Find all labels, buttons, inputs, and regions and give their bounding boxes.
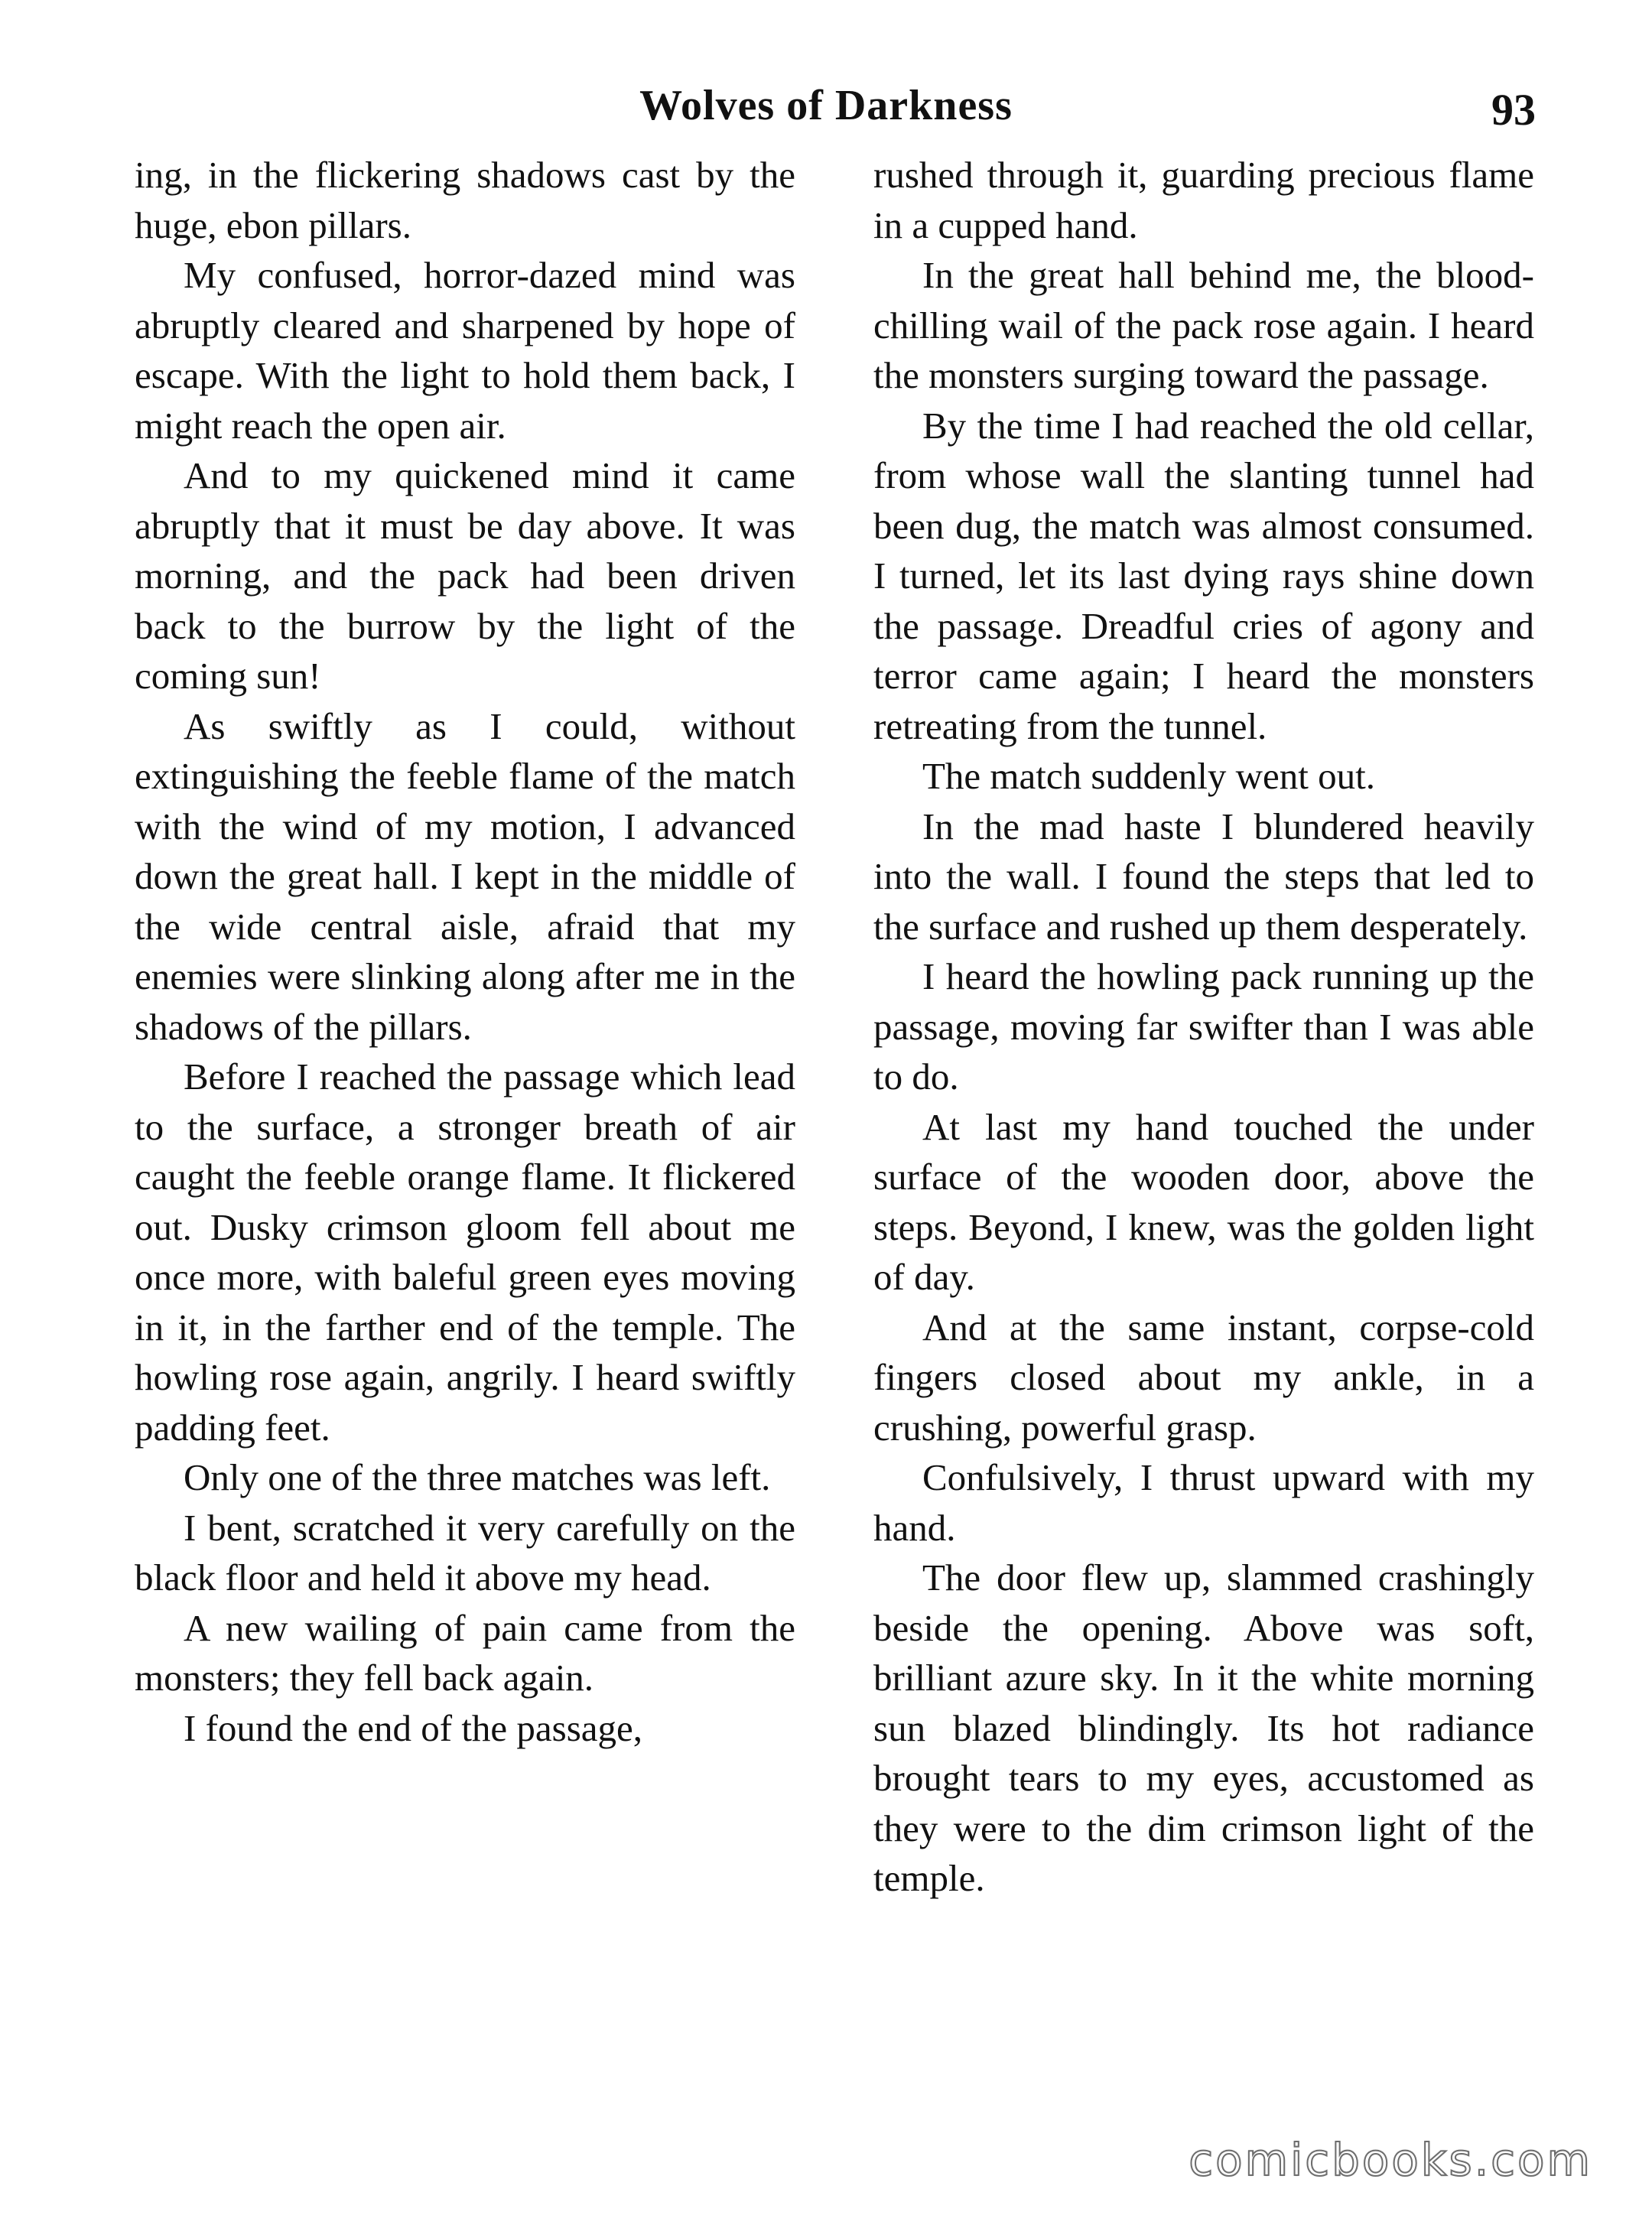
paragraph: I bent, scratched it very carefully on the black floor and held it above my head. xyxy=(135,1506,795,1598)
running-title: Wolves of Darkness xyxy=(639,82,1013,129)
paragraph: Confulsively, I thrust upward with my hand. xyxy=(873,1456,1534,1549)
paragraph: I found the end of the passage, xyxy=(184,1706,643,1749)
page-number: 93 xyxy=(1491,85,1536,135)
paragraph: A new wailing of pain came from the monsters; they fell back again. xyxy=(135,1606,795,1699)
paragraph: ing, in the flickering shadows cast by the huge, ebon pillars. xyxy=(135,154,795,246)
paragraph: At last my hand touched the under surface of the wooden door, above the steps. Beyond, I knew, was the golden light of day. xyxy=(873,1105,1534,1298)
paragraph: And at the same instant, corpse-cold fingers closed about my ankle, in a crushing, powerful grasp. xyxy=(873,1306,1534,1449)
paragraph: In the great hall behind me, the blood-chilling wail of the pack rose again. I heard the monsters surging toward the passage. xyxy=(873,254,1534,396)
left-column xyxy=(135,150,795,1753)
paragraph: The door flew up, slammed crashingly beside the opening. Above was soft, brilliant azure sky. In it the white morning sun blazed blindingly. Its hot radiance brought tears to my eyes, accustomed as they were to the dim crimson light of the temple. xyxy=(873,1556,1534,1899)
watermark: comicbooks.com xyxy=(1189,2134,1592,2186)
paragraph: My confused, horror-dazed mind was abruptly cleared and sharpened by hope of escape. With the light to hold them back, I might reach the open air. xyxy=(135,254,795,447)
right-column xyxy=(873,150,1534,1904)
paragraph: In the mad haste I blundered heavily into the wall. I found the steps that led to the surface and rushed up them desperately. xyxy=(873,805,1534,948)
paragraph: I heard the howling pack running up the passage, moving far swifter than I was able to do. xyxy=(873,955,1534,1098)
paragraph: As swiftly as I could, without extinguishing the feeble flame of the match with the wind of my motion, I advanced down the great hall. I kept in the middle of the wide central aisle, afraid that my enemies were slinking along after me in the shadows of the pillars. xyxy=(135,704,795,1048)
paragraph: By the time I had reached the old cellar, from whose wall the slanting tunnel had been dug, the match was almost consumed. I turned, let its last dying rays shine down the passage. Dreadful cries of agony and terror came again; I heard the monsters retreating from the tunnel. xyxy=(873,404,1534,747)
page-header xyxy=(0,73,1652,142)
paragraph: The match suddenly went out. xyxy=(922,755,1375,797)
paragraph: Before I reached the passage which lead to the surface, a stronger breath of air caught the feeble orange flame. It flickered out. Dusky crimson gloom fell about me once more, with baleful green eyes moving in it, in the farther end of the temple. The howling rose again, angrily. I heard swiftly padding feet. xyxy=(135,1055,795,1449)
paragraph: rushed through it, guarding precious flame in a cupped hand. xyxy=(873,154,1534,246)
paragraph: Only one of the three matches was left. xyxy=(184,1456,771,1498)
paragraph: And to my quickened mind it came abruptly that it must be day above. It was morning, and the pack had been driven back to the burrow by the light of the coming sun! xyxy=(135,454,795,697)
